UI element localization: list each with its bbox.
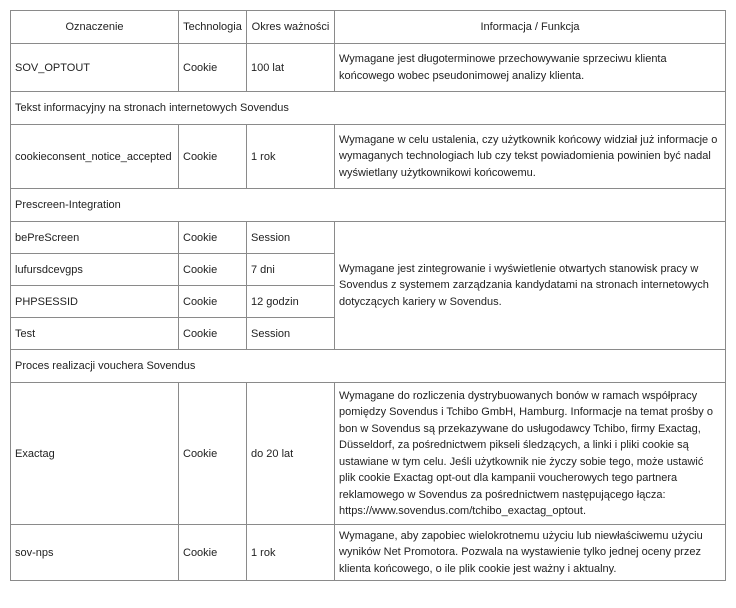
table-row [11, 44, 726, 92]
cell-info: Wymagane do rozliczenia dystrybuowanych bonów w ramach współpracy pomiędzy Sovendus i Tchibo GmbH, Hamburg. Informacje na temat prośby o bon w Sovendus są przekazywane do usługodawcy Tchibo, firmy Exactag, Düsseldorf, za pośrednictwem pikseli śledzących, a linki i pliki cookie są ustawiane w tym celu. Jeśli użytkownik nie życzy sobie tego, może ustawić plik cookie Exactag opt-out dla kampanii voucherowych tego partnera reklamowego w Sovendus za pośrednictwem następującego łącza: https://www.sovendus.com/tchibo_exactag_optout. [335, 383, 726, 525]
cell-validity: Session [247, 318, 335, 350]
cell-name: Test [11, 318, 179, 350]
section-heading-prescreen: Prescreen-Integration [11, 189, 726, 222]
cell-validity: 1 rok [247, 125, 335, 189]
cell-tech: Cookie [179, 125, 247, 189]
section-row [11, 189, 726, 222]
cell-validity: Session [247, 222, 335, 254]
table-row [11, 525, 726, 581]
cell-name: cookieconsent_notice_accepted [11, 125, 179, 189]
cell-validity: 1 rok [247, 525, 335, 581]
cell-name: bePreScreen [11, 222, 179, 254]
header-validity: Okres ważności [247, 11, 335, 44]
cell-validity: 7 dni [247, 254, 335, 286]
header-info: Informacja / Funkcja [335, 11, 726, 44]
cell-info: Wymagane jest długoterminowe przechowywanie sprzeciwu klienta końcowego wobec pseudonimowej analizy klienta. [335, 44, 726, 92]
table-row [11, 125, 726, 189]
cell-validity: 100 lat [247, 44, 335, 92]
cell-tech: Cookie [179, 254, 247, 286]
cell-tech: Cookie [179, 318, 247, 350]
section-row [11, 350, 726, 383]
cell-info: Wymagane w celu ustalenia, czy użytkownik końcowy widział już informacje o wymaganych technologiach lub czy tekst powiadomienia powinien być nadal wyświetlany użytkownikowi końcowemu. [335, 125, 726, 189]
cell-tech: Cookie [179, 525, 247, 581]
section-row [11, 92, 726, 125]
section-heading-voucher: Proces realizacji vouchera Sovendus [11, 350, 726, 383]
cell-validity: 12 godzin [247, 286, 335, 318]
cell-name: PHPSESSID [11, 286, 179, 318]
cell-name: lufursdcevgps [11, 254, 179, 286]
cell-name: sov-nps [11, 525, 179, 581]
cell-name: SOV_OPTOUT [11, 44, 179, 92]
section-heading-info-text: Tekst informacyjny na stronach internetowych Sovendus [11, 92, 726, 125]
table-header-row [11, 11, 726, 44]
cell-info-prescreen: Wymagane jest zintegrowanie i wyświetlenie otwartych stanowisk pracy w Sovendus z systemem zarządzania kandydatami na stronach internetowych dotyczących kariery w Sovendus. [335, 222, 726, 350]
cell-tech: Cookie [179, 286, 247, 318]
header-designation: Oznaczenie [11, 11, 179, 44]
cell-name: Exactag [11, 383, 179, 525]
table-row [11, 222, 726, 254]
cell-info: Wymagane, aby zapobiec wielokrotnemu użyciu lub niewłaściwemu użyciu wyników Net Promotora. Pozwala na wystawienie tylko jednej oceny przez klienta końcowego, o ile plik cookie jest ważny i aktualny. [335, 525, 726, 581]
cell-tech: Cookie [179, 222, 247, 254]
cell-tech: Cookie [179, 44, 247, 92]
cell-validity: do 20 lat [247, 383, 335, 525]
cookie-table [10, 10, 726, 581]
table-row [11, 383, 726, 525]
header-technology: Technologia [179, 11, 247, 44]
cell-tech: Cookie [179, 383, 247, 525]
